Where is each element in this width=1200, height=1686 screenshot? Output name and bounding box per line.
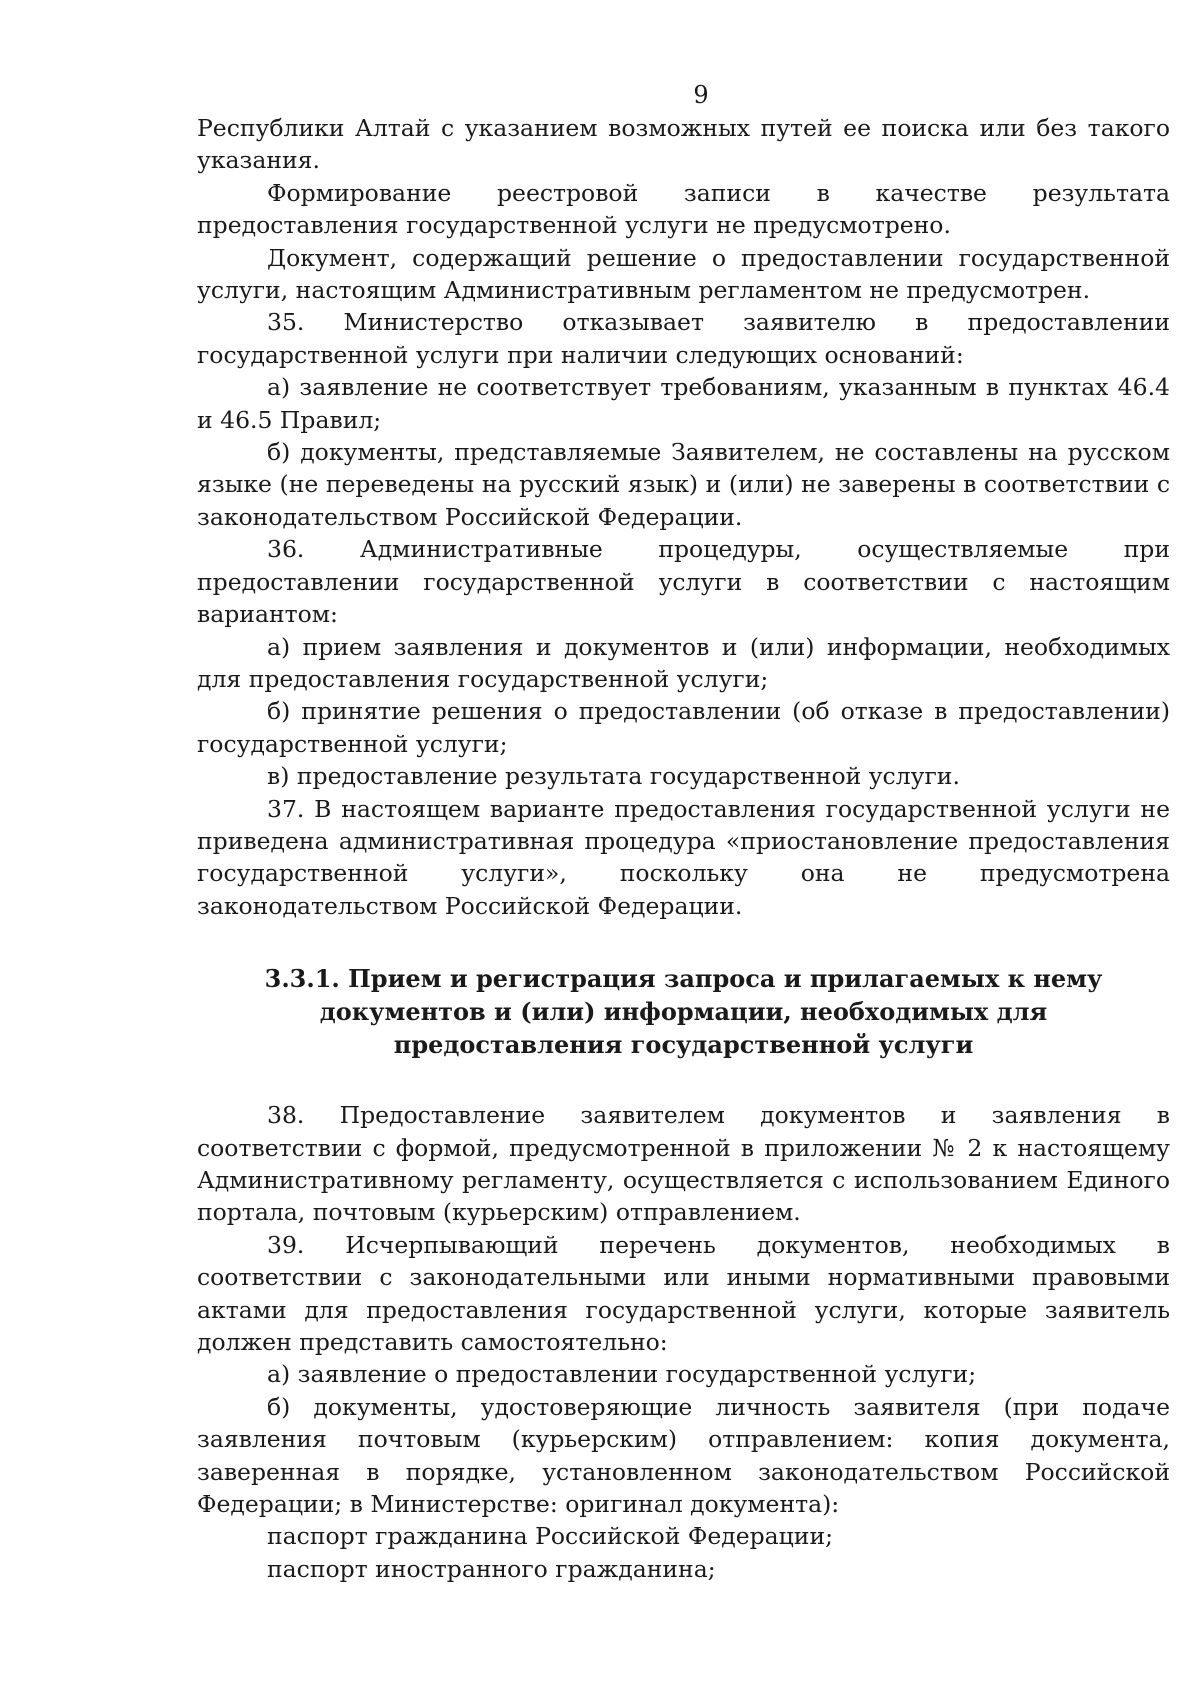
paragraph: 37. В настоящем варианте предоставления государственной услуги не приведена административная процедура «приостановление предоставления государственной услуги», поскольку она не предусмотрена законодательством Российской Федерации. [197, 794, 1170, 920]
paragraph: б) документы, представляемые Заявителем, не составлены на русском языке (не переведены на русский язык) и (или) не заверены в соответствии с законодательством Российской Федерации. [197, 438, 1170, 531]
section-heading: 3.3.1. Прием и регистрация запроса и прилагаемых к нему документов и (или) информации, необходимых для предоставления государственной услуги [264, 964, 1103, 1060]
body-before-heading [197, 112, 1170, 922]
paragraph: 38. Предоставление заявителем документов и заявления в соответствии с формой, предусмотренной в приложении № 2 к настоящему Административному регламенту, осуществляется с использованием Единого портала, почтовым (курьерским) отправлением. [197, 1101, 1170, 1227]
paragraph: Документ, содержащий решение о предоставлении государственной услуги, настоящим Административным регламентом не предусмотрен. [197, 243, 1170, 305]
paragraph: 36. Административные процедуры, осуществляемые при предоставлении государственной услуги в соответствии с настоящим вариантом: [197, 535, 1170, 629]
list-item: паспорт гражданина Российской Федерации; [267, 1522, 834, 1551]
paragraph: б) документы, удостоверяющие личность заявителя (при подаче заявления почтовым (курьерским) отправлением: копия документа, заверенная в порядке, установленном законодательством Российской Федерации; в Министерстве: оригинал документа): [197, 1392, 1170, 1519]
paragraph: Формирование реестровой записи в качестве результата предоставления государственной услуги не предусмотрено. [197, 178, 1170, 240]
paragraph: а) прием заявления и документов и (или) информации, необходимых для предоставления государственной услуги; [197, 632, 1170, 693]
paragraph: а) заявление не соответствует требованиям, указанным в пунктах 46.4 и 46.5 Правил; [197, 373, 1170, 434]
paragraph: а) заявление о предоставлении государственной услуги; [267, 1360, 977, 1389]
paragraph: Республики Алтай с указанием возможных путей ее поиска или без такого указания. [197, 114, 1170, 175]
body-after-heading [197, 1099, 1170, 1585]
paragraph: 35. Министерство отказывает заявителю в предоставлении государственной услуги при наличии следующих оснований: [197, 308, 1170, 369]
page-number: 9 [693, 81, 709, 109]
paragraph: б) принятие решения о предоставлении (об отказе в предоставлении) государственной услуги; [197, 697, 1170, 758]
paragraph: в) предоставление результата государственной услуги. [267, 762, 960, 791]
list-item: паспорт иностранного гражданина; [267, 1554, 716, 1583]
paragraph: 39. Исчерпывающий перечень документов, необходимых в соответствии с законодательными или иными нормативными правовыми актами для предоставления государственной услуги, которые заявитель должен представить самостоятельно: [197, 1230, 1170, 1356]
